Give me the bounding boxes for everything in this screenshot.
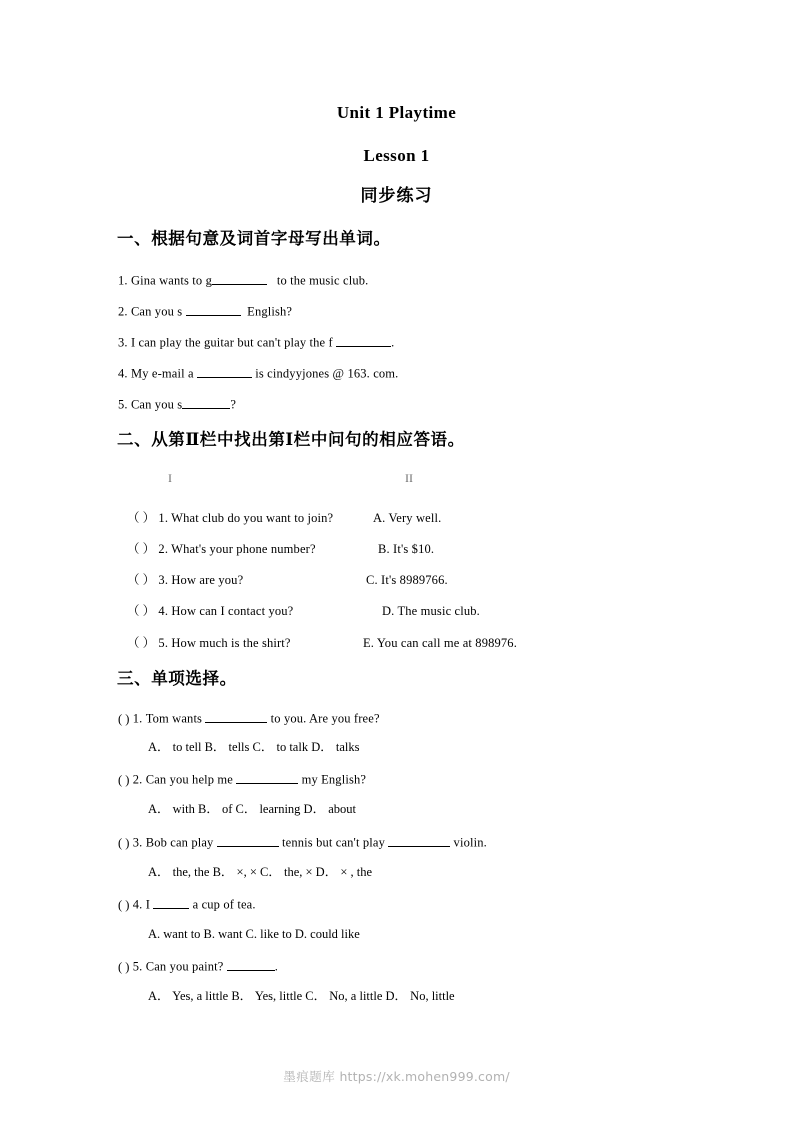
question-stem-suffix: violin. [453, 835, 487, 850]
choice-question-2 [118, 772, 366, 786]
answer-blank [388, 835, 450, 847]
question-stem-prefix: Bob can play [145, 835, 214, 850]
matching-question-2 [127, 543, 316, 556]
choice-options-4: A. want to B. want C. like to D. could like [148, 927, 360, 941]
item-4-prefix: 4. My e-mail a [118, 366, 194, 381]
question-text: 3. How are you? [158, 573, 244, 587]
answer-blank [336, 335, 391, 347]
title-block [0, 104, 793, 205]
column-one-label: I [168, 471, 172, 485]
watermark-url: https://xk.mohen999.com/ [339, 1069, 510, 1084]
document-subtitle: Lesson 1 [363, 146, 430, 165]
item-4-suffix: is cindyyjones @ 163. com. [255, 366, 399, 381]
matching-answer-e: E. You can call me at 898976. [363, 636, 517, 650]
answer-blank [227, 959, 275, 971]
matching-question-1 [127, 512, 333, 525]
section-one-item-3 [118, 335, 394, 349]
answer-bracket: （ ） [127, 511, 156, 525]
question-number: 5. [132, 959, 143, 974]
question-stem-prefix: Tom wants [145, 711, 203, 726]
choice-question-1 [118, 711, 380, 725]
section-two-heading-part-b: 栏中找出第 [199, 430, 286, 449]
answer-bracket: （ ） [127, 542, 156, 556]
answer-bracket: （ ） [127, 604, 156, 618]
answer-bracket: （ ） [127, 636, 156, 650]
section-two-heading [117, 432, 465, 449]
answer-bracket: ( ) [118, 897, 130, 912]
matching-answer-b: B. It's $10. [378, 542, 435, 556]
question-number: 2. [132, 772, 143, 787]
answer-blank [217, 835, 279, 847]
choice-question-4 [118, 897, 256, 911]
matching-question-5 [127, 637, 291, 650]
choice-options-2: A． with B． of C． learning D． about [148, 802, 356, 816]
document-chinese-title: 同步练习 [360, 186, 433, 206]
answer-blank [186, 304, 241, 316]
item-3-prefix: 3. I can play the guitar but can't play the f [118, 335, 333, 350]
document-title: Unit 1 Playtime [336, 103, 457, 122]
question-stem-suffix: to you. Are you free? [270, 711, 380, 726]
matching-answer-a: A. Very well. [373, 511, 442, 525]
section-one-item-1 [118, 273, 368, 287]
question-number: 4. [132, 897, 143, 912]
question-stem-middle: tennis but can't play [282, 835, 385, 850]
question-stem-prefix: I [145, 897, 151, 912]
answer-bracket: ( ) [118, 959, 130, 974]
question-text: 5. How much is the shirt? [158, 636, 291, 650]
choice-question-3 [118, 835, 487, 849]
item-1-suffix: to the music club. [276, 273, 369, 288]
question-text: 2. What's your phone number? [158, 542, 316, 556]
answer-blank [212, 273, 267, 285]
question-number: 3. [132, 835, 143, 850]
item-5-suffix: ? [230, 397, 237, 412]
answer-blank [153, 897, 189, 909]
answer-blank [236, 772, 298, 784]
item-2-suffix: English? [247, 304, 293, 319]
roman-numeral-two: Ⅱ [185, 430, 200, 449]
choice-options-3: A． the, the B． ×, × C． the, × D． × , the [148, 865, 373, 879]
question-stem-suffix: my English? [301, 772, 367, 787]
matching-answer-d: D. The music club. [382, 604, 480, 618]
question-text: 4. How can I contact you? [158, 604, 294, 618]
section-one-item-4 [118, 366, 398, 380]
watermark-site-name: 墨痕题库 [283, 1069, 336, 1084]
section-two-heading-part-c: 栏中问句的相应答语。 [293, 430, 465, 449]
choice-question-5 [118, 959, 278, 973]
section-one-heading: 一、根据句意及词首字母写出单词。 [117, 229, 391, 248]
answer-blank [205, 711, 267, 723]
column-two-label: II [405, 471, 413, 485]
choice-options-1: A． to tell B． tells C． to talk D． talks [148, 740, 360, 754]
item-3-suffix: . [391, 335, 395, 350]
matching-answer-c: C. It's 8989766. [366, 573, 448, 587]
answer-blank [197, 366, 252, 378]
section-one-item-2 [118, 304, 292, 318]
matching-question-3 [127, 574, 243, 587]
item-2-prefix: 2. Can you s [118, 304, 183, 319]
answer-bracket: ( ) [118, 711, 130, 726]
item-1-prefix: 1. Gina wants to g [118, 273, 213, 288]
answer-bracket: （ ） [127, 573, 156, 587]
question-stem-suffix: . [274, 959, 279, 974]
section-one-item-5 [118, 397, 236, 411]
answer-bracket: ( ) [118, 835, 130, 850]
section-two-heading-part-a: 二、从第 [117, 430, 186, 449]
question-stem-prefix: Can you paint? [145, 959, 224, 974]
item-5-prefix: 5. Can you s [118, 397, 183, 412]
answer-blank [182, 397, 230, 409]
choice-options-5: A． Yes, a little B． Yes, little C． No, a little D． No, little [148, 989, 455, 1003]
question-stem-suffix: a cup of tea. [192, 897, 256, 912]
matching-question-4 [127, 605, 293, 618]
section-three-heading: 三、单项选择。 [117, 669, 237, 688]
question-text: 1. What club do you want to join? [158, 511, 334, 525]
answer-bracket: ( ) [118, 772, 130, 787]
question-stem-prefix: Can you help me [145, 772, 234, 787]
question-number: 1. [132, 711, 143, 726]
footer-watermark [0, 1071, 793, 1084]
roman-numeral-one: Ⅰ [285, 430, 294, 449]
